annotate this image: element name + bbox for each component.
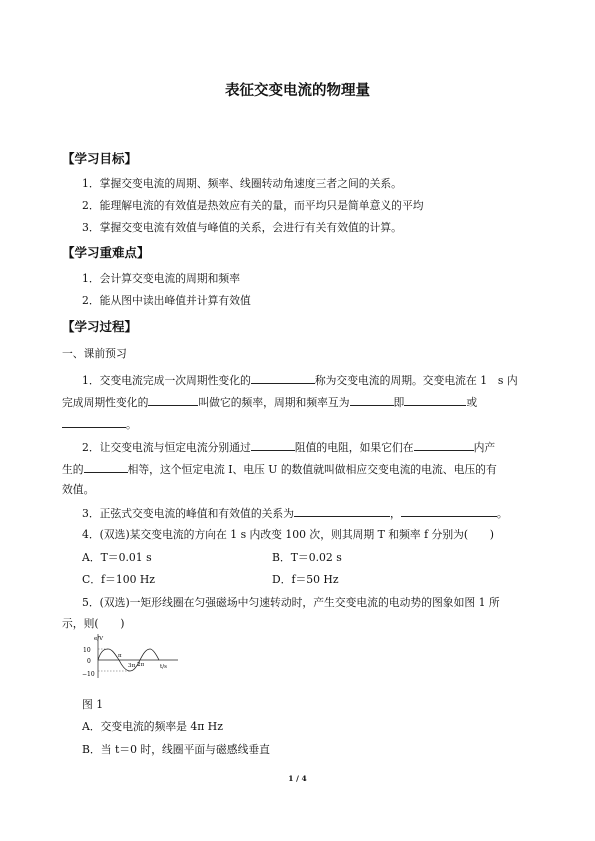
x-axis-label: t/s — [160, 664, 167, 670]
x-tick-2pi: 2π — [137, 662, 145, 668]
key-point-item: 2．能从图中读出峰值并计算有效值 — [82, 294, 251, 307]
emf-graph-figure — [82, 632, 182, 680]
q2-text: 内产 — [473, 441, 496, 454]
question-4-stem: 4．(双选)某交变电流的方向在 1 s 内改变 100 次，则其周期 T 和频率 f 分别为( ) — [82, 528, 494, 541]
figure-caption: 图 1 — [82, 698, 104, 711]
y-axis-label: e/V — [94, 636, 104, 642]
answer-blank[interactable] — [251, 372, 315, 384]
answer-blank[interactable] — [414, 439, 474, 451]
key-point-item: 1．会计算交变电流的周期和频率 — [82, 272, 241, 285]
q3-text: 。 — [496, 507, 508, 520]
q1-text: 1．交变电流完成一次周期性变化的 — [82, 374, 251, 387]
q3-text: ， — [390, 507, 401, 520]
objective-item: 3．掌握交变电流有效值与峰值的关系，会进行有关有效值的计算。 — [82, 221, 402, 234]
option-b[interactable]: B．T＝0.02 s — [272, 551, 342, 564]
option-c[interactable]: C．f＝100 Hz — [82, 573, 155, 586]
question-1-line-3 — [62, 416, 137, 431]
page-title: 表征交变电流的物理量 — [225, 82, 370, 99]
objectives-heading: 【学习目标】 — [62, 151, 138, 166]
q1-text: 称为交变电流的周期。交变电流在 1 s 内 — [314, 374, 518, 387]
answer-blank[interactable] — [401, 505, 497, 517]
page-number: 1 / 4 — [288, 774, 307, 783]
question-2-line-2 — [62, 461, 497, 476]
q1-text: 。 — [126, 418, 137, 431]
answer-blank[interactable] — [62, 416, 126, 428]
option-d[interactable]: D．f＝50 Hz — [272, 573, 339, 586]
y-tick-positive: 10 — [83, 647, 91, 654]
process-heading: 【学习过程】 — [62, 319, 138, 334]
answer-blank[interactable] — [404, 394, 466, 406]
q5-option-b[interactable]: B．当 t＝0 时，线圈平面与磁感线垂直 — [82, 743, 270, 756]
question-5-stem-cont: 示，则( ) — [62, 617, 125, 630]
q3-text: 3．正弦式交变电流的峰值和有效值的关系为 — [82, 507, 295, 520]
answer-blank[interactable] — [251, 439, 295, 451]
objective-item: 2．能理解电流的有效值是热效应有关的量，而平均只是简单意义的平均 — [82, 199, 424, 212]
q1-text: 或 — [466, 396, 478, 409]
answer-blank[interactable] — [84, 461, 128, 473]
question-1-line-2 — [62, 394, 477, 409]
q2-text: 生的 — [62, 463, 84, 476]
option-a[interactable]: A．T＝0.01 s — [82, 551, 152, 564]
q2-text: 阻值的电阻，如果它们在 — [294, 441, 414, 454]
y-tick-negative: −10 — [82, 671, 95, 678]
objective-item: 1．掌握交变电流的周期、频率、线圈转动角速度三者之间的关系。 — [82, 177, 402, 190]
answer-blank[interactable] — [350, 394, 394, 406]
y-tick-zero: 0 — [87, 658, 91, 665]
q2-text: 2．让交变电流与恒定电流分别通过 — [82, 441, 251, 454]
q2-text: 相等，这个恒定电流 I、电压 U 的数值就叫做相应交变电流的电流、电压的有 — [127, 463, 497, 476]
question-3 — [82, 505, 508, 520]
x-tick-3pi: 3π — [128, 663, 136, 669]
q1-text: 即 — [393, 396, 405, 409]
q5-option-a[interactable]: A．交变电流的频率是 4π Hz — [82, 720, 223, 733]
key-points-heading: 【学习重难点】 — [62, 245, 150, 260]
x-tick-pi: π — [118, 653, 122, 659]
answer-blank[interactable] — [294, 505, 390, 517]
part-heading: 一、课前预习 — [62, 347, 127, 360]
question-2-line-3: 效值。 — [62, 483, 95, 496]
question-2-line-1 — [82, 439, 495, 454]
question-1-line-1 — [82, 372, 518, 387]
q1-text: 完成周期性变化的 — [62, 396, 149, 409]
q1-text: 叫做它的频率，周期和频率互为 — [198, 396, 350, 409]
answer-blank[interactable] — [148, 394, 198, 406]
question-5-stem: 5．(双选)一矩形线圈在匀强磁场中匀速转动时，产生交变电流的电动势的图象如图 1 所 — [82, 596, 500, 609]
